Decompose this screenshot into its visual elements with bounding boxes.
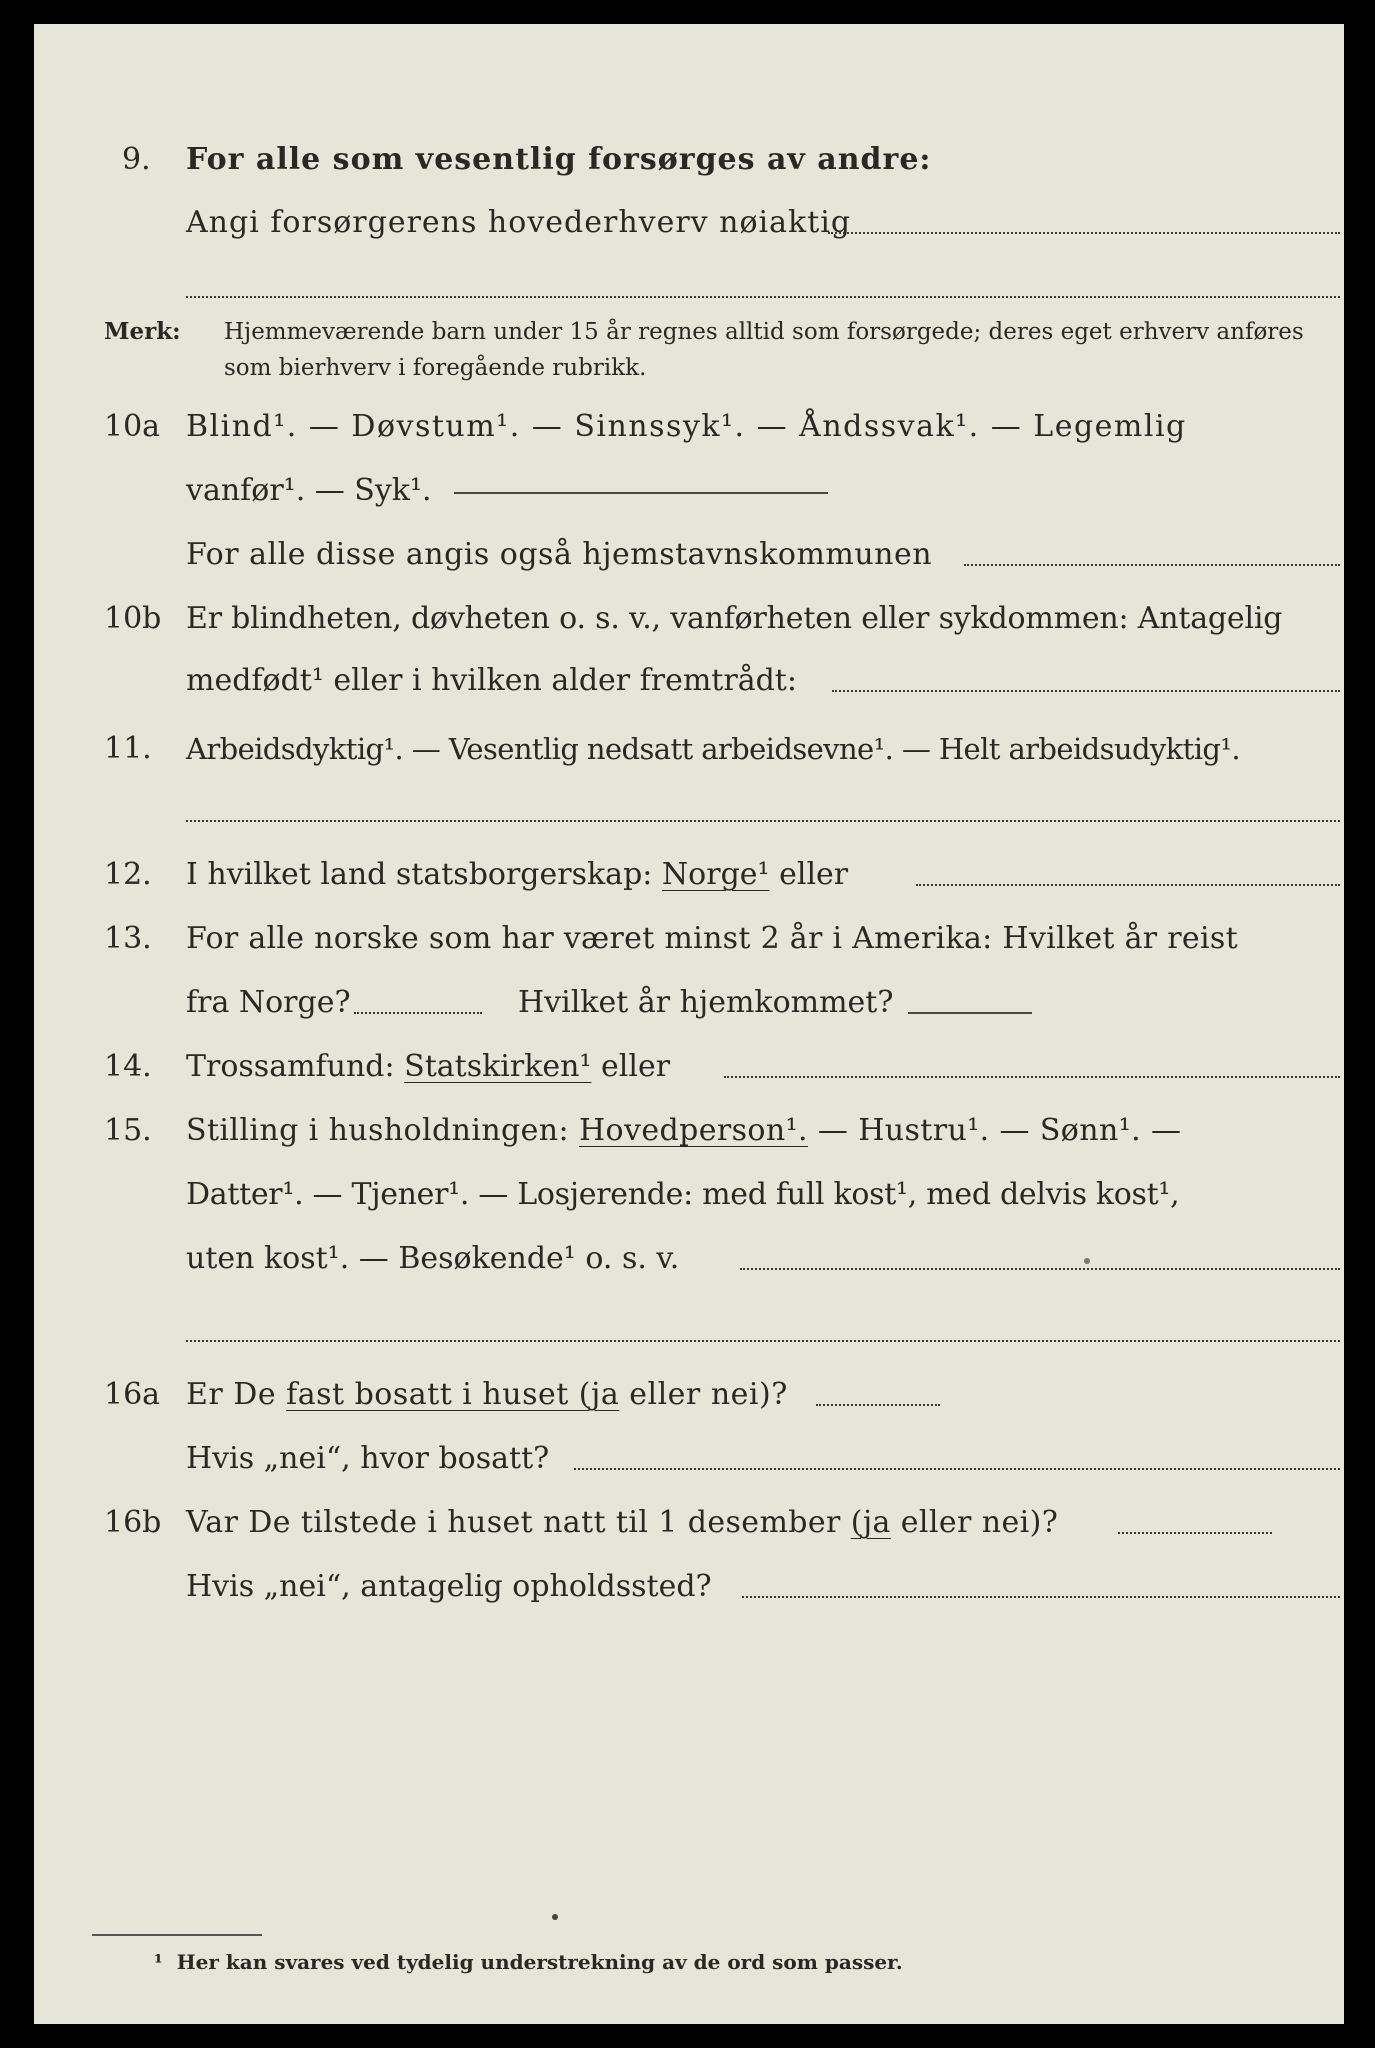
q9-answer-line[interactable]	[828, 232, 1340, 234]
q10a-answer-line[interactable]	[454, 492, 828, 494]
q9-answer-line-2[interactable]	[186, 296, 1340, 298]
q15-text-2: Datter¹. — Tjener¹. — Losjerende: med full kost¹, med delvis kost¹,	[186, 1177, 1180, 1212]
q14-selected-option[interactable]: Statskirken¹	[404, 1049, 592, 1084]
footnote-rule	[92, 1934, 262, 1936]
q9-row-2	[34, 198, 1344, 248]
ink-speck	[552, 1914, 558, 1920]
q16b-answer-line[interactable]	[1118, 1532, 1272, 1534]
q14-answer-line[interactable]	[724, 1076, 1340, 1078]
q12-suffix: eller	[769, 857, 849, 892]
q11-answer-line[interactable]	[186, 820, 1340, 822]
q10a-text-3: For alle disse angis også hjemstavnskommunen	[186, 537, 933, 572]
footnote-text: Her kan svares ved tydelig understrekning av de ord som passer.	[176, 1950, 903, 1974]
q16a-residence-line[interactable]	[574, 1468, 1340, 1470]
footnote-marker: ¹	[154, 1950, 163, 1974]
q9-number: 9.	[122, 142, 151, 177]
q16a-answer-line[interactable]	[816, 1404, 940, 1406]
q16b-row-1	[34, 1498, 1344, 1548]
q14-suffix: eller	[591, 1049, 671, 1084]
q11-text: Arbeidsdyktig¹. — Vesentlig nedsatt arbeidsevne¹. — Helt arbeidsudyktig¹.	[186, 732, 1240, 766]
q10b-row-1	[34, 594, 1344, 644]
q13-return-year-line[interactable]	[908, 1012, 1032, 1014]
q10a-number: 10a	[104, 409, 161, 444]
q15-number: 15.	[104, 1113, 152, 1148]
q16a-prefix: Er De	[186, 1377, 287, 1412]
q13-departure-year-line[interactable]	[354, 1012, 482, 1014]
q15-row-3	[34, 1234, 1344, 1284]
q16a-suffix: eller nei)?	[619, 1377, 788, 1412]
q10a-text-2: vanfør¹. — Syk¹.	[186, 473, 432, 508]
q14-text	[186, 1042, 670, 1092]
q14-row-1	[34, 1042, 1344, 1092]
q15-row-1	[34, 1106, 1344, 1156]
q11-number: 11.	[104, 731, 152, 766]
footnote	[154, 1950, 903, 1974]
q12-row-1	[34, 850, 1344, 900]
q12-text	[186, 850, 848, 900]
q12-number: 12.	[104, 857, 152, 892]
q12-selected-option[interactable]: Norge¹	[661, 857, 770, 892]
q9-heading: For alle som vesentlig forsørges av andre:	[186, 142, 932, 177]
q15-text-1	[186, 1106, 1181, 1156]
q9-row-1	[34, 135, 1344, 185]
q16a-row-1	[34, 1370, 1344, 1420]
q16a-number: 16a	[104, 1377, 161, 1412]
q16a-selected-option[interactable]: fast bosatt i huset (ja	[286, 1377, 620, 1412]
q14-prefix: Trossamfund:	[186, 1049, 405, 1084]
q14-number: 14.	[104, 1049, 152, 1084]
q10a-row-1	[34, 402, 1344, 452]
q15-answer-line[interactable]	[740, 1268, 1340, 1270]
q16b-prefix: Var De tilstede i huset natt til 1 desember	[186, 1505, 851, 1540]
q10a-text-1: Blind¹. — Døvstum¹. — Sinnssyk¹. — Åndssvak¹. — Legemlig	[186, 409, 1187, 444]
q10b-answer-line[interactable]	[832, 690, 1340, 692]
q10b-row-2	[34, 656, 1344, 706]
q16b-selected-option[interactable]: (ja	[850, 1505, 891, 1540]
q15-text-3: uten kost¹. — Besøkende¹ o. s. v.	[186, 1241, 680, 1276]
q15-answer-line-2[interactable]	[186, 1340, 1340, 1342]
q10a-row-3	[34, 530, 1344, 580]
q13-text-1: For alle norske som har været minst 2 år i Amerika: Hvilket år reist	[186, 921, 1238, 956]
note-label: Merk:	[104, 318, 181, 345]
q15-row-2	[34, 1170, 1344, 1220]
q13-number: 13.	[104, 921, 152, 956]
q13-text-2a: fra Norge?	[186, 985, 351, 1020]
q16b-suffix: eller nei)?	[890, 1505, 1059, 1540]
q12-answer-line[interactable]	[916, 884, 1340, 886]
ink-speck	[1084, 1258, 1090, 1264]
q12-prefix: I hvilket land statsborgerskap:	[186, 857, 662, 892]
q16a-text-1	[186, 1370, 788, 1420]
q16b-whereabouts-line[interactable]	[742, 1596, 1340, 1598]
q16b-number: 16b	[104, 1505, 162, 1540]
q16b-text-1	[186, 1498, 1058, 1548]
q10b-text-1: Er blindheten, døvheten o. s. v., vanførheten eller sykdommen: Antagelig	[186, 601, 1283, 636]
q10a-municipality-line[interactable]	[964, 564, 1340, 566]
q10b-number: 10b	[104, 601, 162, 636]
q13-row-2	[34, 978, 1344, 1028]
q11-row-1	[34, 724, 1344, 774]
q15-selected-option[interactable]: Hovedperson¹.	[578, 1113, 808, 1148]
q16a-text-2: Hvis „nei“, hvor bosatt?	[186, 1441, 550, 1476]
q16b-text-2: Hvis „nei“, antagelig opholdssted?	[186, 1569, 712, 1604]
q15-suffix: — Hustru¹. — Sønn¹. —	[807, 1113, 1182, 1148]
note-text: Hjemmeværende barn under 15 år regnes alltid som forsørgede; deres eget erhverv anføres som bierhverv i foregående rubrikk.	[224, 319, 1304, 381]
census-form-page	[34, 24, 1344, 2024]
q10a-row-2	[34, 466, 1344, 516]
q16b-row-2	[34, 1562, 1344, 1612]
q15-prefix: Stilling i husholdningen:	[186, 1113, 579, 1148]
q13-row-1	[34, 914, 1344, 964]
q9-text: Angi forsørgerens hovederhverv nøiaktig	[186, 205, 852, 240]
q13-text-2b: Hvilket år hjemkommet?	[518, 985, 894, 1020]
q10b-text-2: medfødt¹ eller i hvilken alder fremtrådt:	[186, 663, 797, 698]
q16a-row-2	[34, 1434, 1344, 1484]
